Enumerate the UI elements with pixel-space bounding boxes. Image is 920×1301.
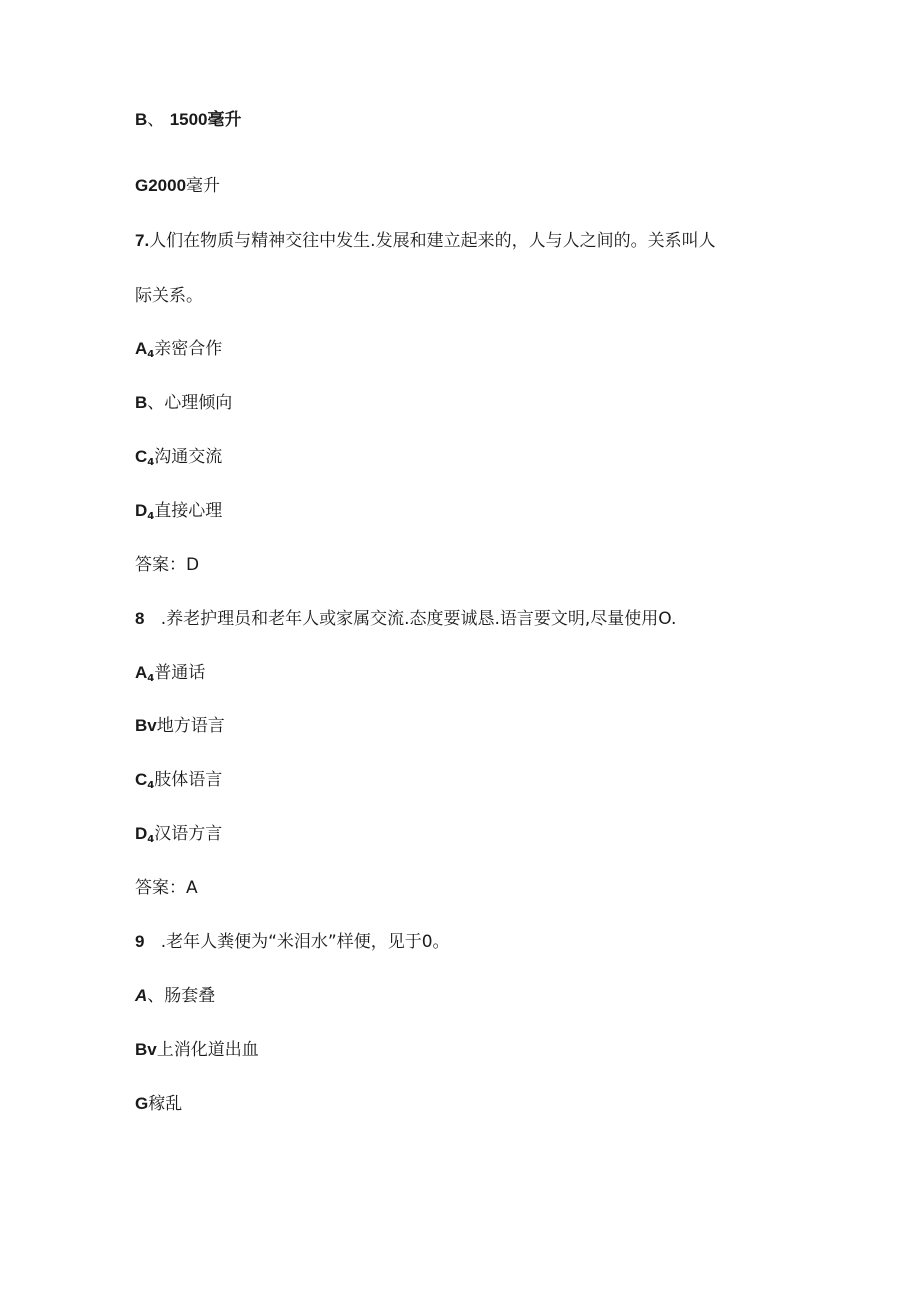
option-text: 直接心理 <box>154 501 223 521</box>
question-9-line <box>135 930 450 954</box>
option-letter: D <box>135 501 148 520</box>
option-d-line <box>135 822 222 852</box>
option-text: 沟通交流 <box>154 447 223 467</box>
option-text: 肠套叠 <box>164 986 216 1006</box>
option-letter: Bv <box>135 716 157 735</box>
option-b-line <box>135 714 225 738</box>
option-text: 地方语言 <box>156 716 225 736</box>
option-b-line <box>135 391 232 415</box>
option-separator: 、 <box>147 110 165 130</box>
option-b-line <box>135 108 242 132</box>
option-c-line <box>135 174 220 198</box>
option-letter: A <box>135 339 148 358</box>
option-subscript: 4 <box>147 834 155 845</box>
option-text: 毫升 <box>186 176 221 196</box>
option-letter: A <box>135 986 148 1005</box>
option-letter: A <box>135 663 148 682</box>
question-text: 人们在物质与精神交往中发生.发展和建立起来的，人与人之间的。关系叫人 <box>149 231 716 251</box>
option-text: 上消化道出血 <box>156 1040 259 1060</box>
option-separator: 、 <box>147 393 165 413</box>
option-subscript: 4 <box>147 457 155 468</box>
question-number: 9 <box>135 932 145 951</box>
option-letter: Bv <box>135 1040 157 1059</box>
question-number: 7. <box>135 231 150 250</box>
answer-line <box>135 553 199 577</box>
option-letter: B <box>135 393 148 412</box>
option-letter: D <box>135 824 148 843</box>
option-d-line <box>135 499 222 529</box>
option-c-line <box>135 1092 182 1116</box>
question-7-continuation <box>135 284 203 308</box>
answer-text: 答案：A <box>135 878 198 898</box>
option-letter: B <box>135 110 148 129</box>
option-text: 汉语方言 <box>154 824 223 844</box>
option-text: 心理倾向 <box>164 393 233 413</box>
option-subscript: 4 <box>147 780 155 791</box>
option-subscript: 4 <box>147 673 155 684</box>
question-number: 8 <box>135 609 145 628</box>
option-letter: G2000 <box>135 176 187 195</box>
option-separator: 、 <box>147 986 165 1006</box>
option-text: 稼乱 <box>148 1094 183 1114</box>
question-8-line <box>135 607 676 631</box>
option-a-line <box>135 337 222 367</box>
option-c-line <box>135 445 222 475</box>
answer-line <box>135 876 198 900</box>
question-text: 际关系。 <box>135 286 203 306</box>
option-text: 1500毫升 <box>169 110 242 129</box>
option-letter: C <box>135 447 148 466</box>
option-b-line <box>135 1038 259 1062</box>
question-text: .养老护理员和老年人或家属交流.态度要诚恳.语言要文明,尽量使用O. <box>160 609 677 629</box>
answer-text: 答案：D <box>135 555 200 575</box>
option-text: 亲密合作 <box>154 339 223 359</box>
option-subscript: 4 <box>147 511 155 522</box>
question-7-line <box>135 229 716 253</box>
option-a-line <box>135 984 215 1008</box>
option-letter: C <box>135 770 148 789</box>
option-c-line <box>135 768 222 798</box>
option-letter: G <box>135 1094 149 1113</box>
option-text: 普通话 <box>154 663 206 683</box>
question-text: .老年人粪便为“米泪水”样便，见于0。 <box>160 932 450 952</box>
option-a-line <box>135 661 205 691</box>
option-text: 肢体语言 <box>154 770 223 790</box>
option-subscript: 4 <box>147 349 155 360</box>
